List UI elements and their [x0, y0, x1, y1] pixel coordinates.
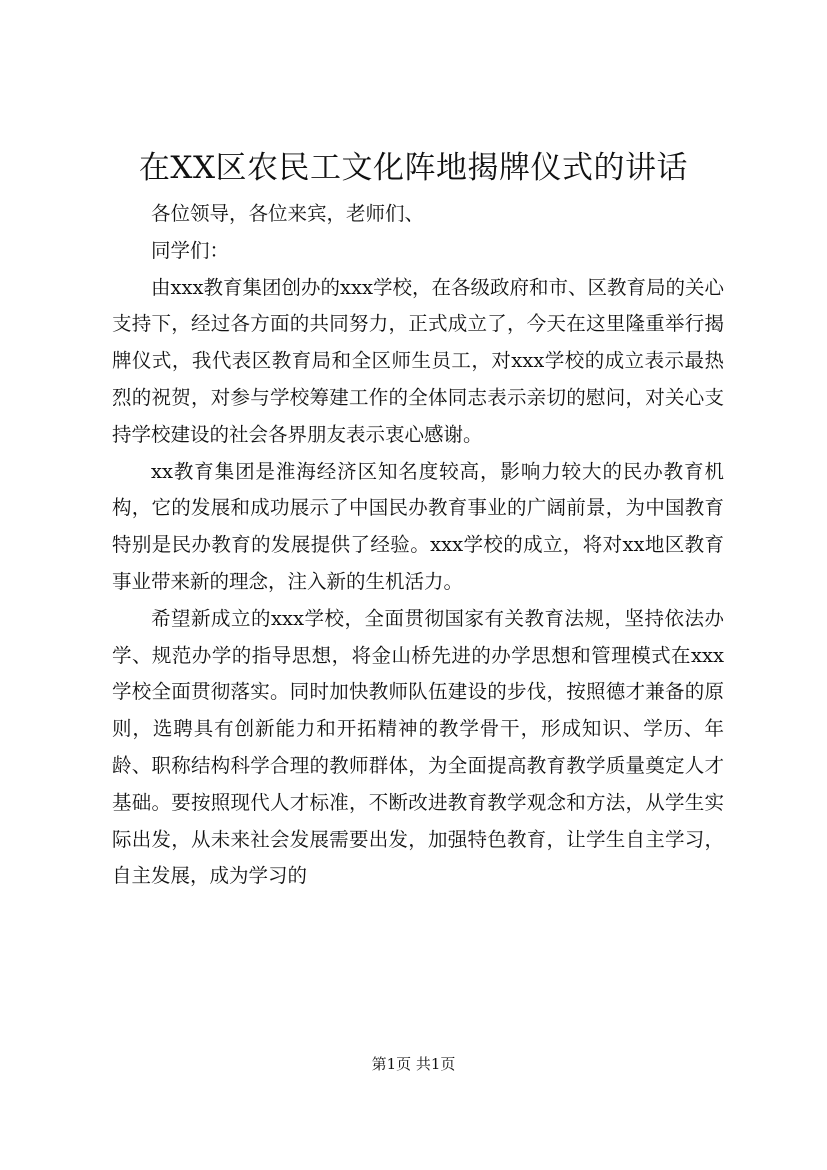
paragraph-2: xx教育集团是淮海经济区知名度较高，影响力较大的民办教育机构，它的发展和成功展示了中国民办教育事业的广阔前景，为中国教育特别是民办教育的发展提供了经验。xxx学校的成立，将对xx地区教育事业带来新的理念，注入新的生机活力。: [112, 459, 724, 593]
salutation-line-2: 同学们：: [151, 238, 230, 262]
salutation-line-1: 各位领导，各位来宾，老师们、: [151, 202, 425, 225]
paragraph-1: 由xxx教育集团创办的xxx学校，在各级政府和市、区教育局的关心支持下，经过各方面的共同努力，正式成立了，今天在这里隆重举行揭牌仪式，我代表区教育局和全区师生员工，对xxx学校的成立表示最热烈的祝贺，对参与学校筹建工作的全体同志表示亲切的慰问，对关心支持学校建设的社会各界朋友表示衷心感谢。: [112, 275, 724, 446]
paragraph-3: 希望新成立的xxx学校，全面贯彻国家有关教育法规，坚持依法办学、规范办学的指导思想，将金山桥先进的办学思想和管理模式在xxx学校全面贯彻落实。同时加快教师队伍建设的步伐，按照德才兼备的原则，选聘具有创新能力和开拓精神的教学骨干，形成知识、学历、年龄、职称结构科学合理的教师群体，为全面提高教育教学质量奠定人才基础。要按照现代人才标准，不断改进教育教学观念和方法，从学生实际出发，从未来社会发展需要出发，加强特色教育，让学生自主学习，自主发展，成为学习的: [112, 606, 724, 888]
page-number-footer: 第1页 共1页: [371, 1055, 456, 1073]
document-title: 在XX区农民工文化阵地揭牌仪式的讲话: [138, 150, 689, 186]
document-body: [112, 196, 724, 895]
